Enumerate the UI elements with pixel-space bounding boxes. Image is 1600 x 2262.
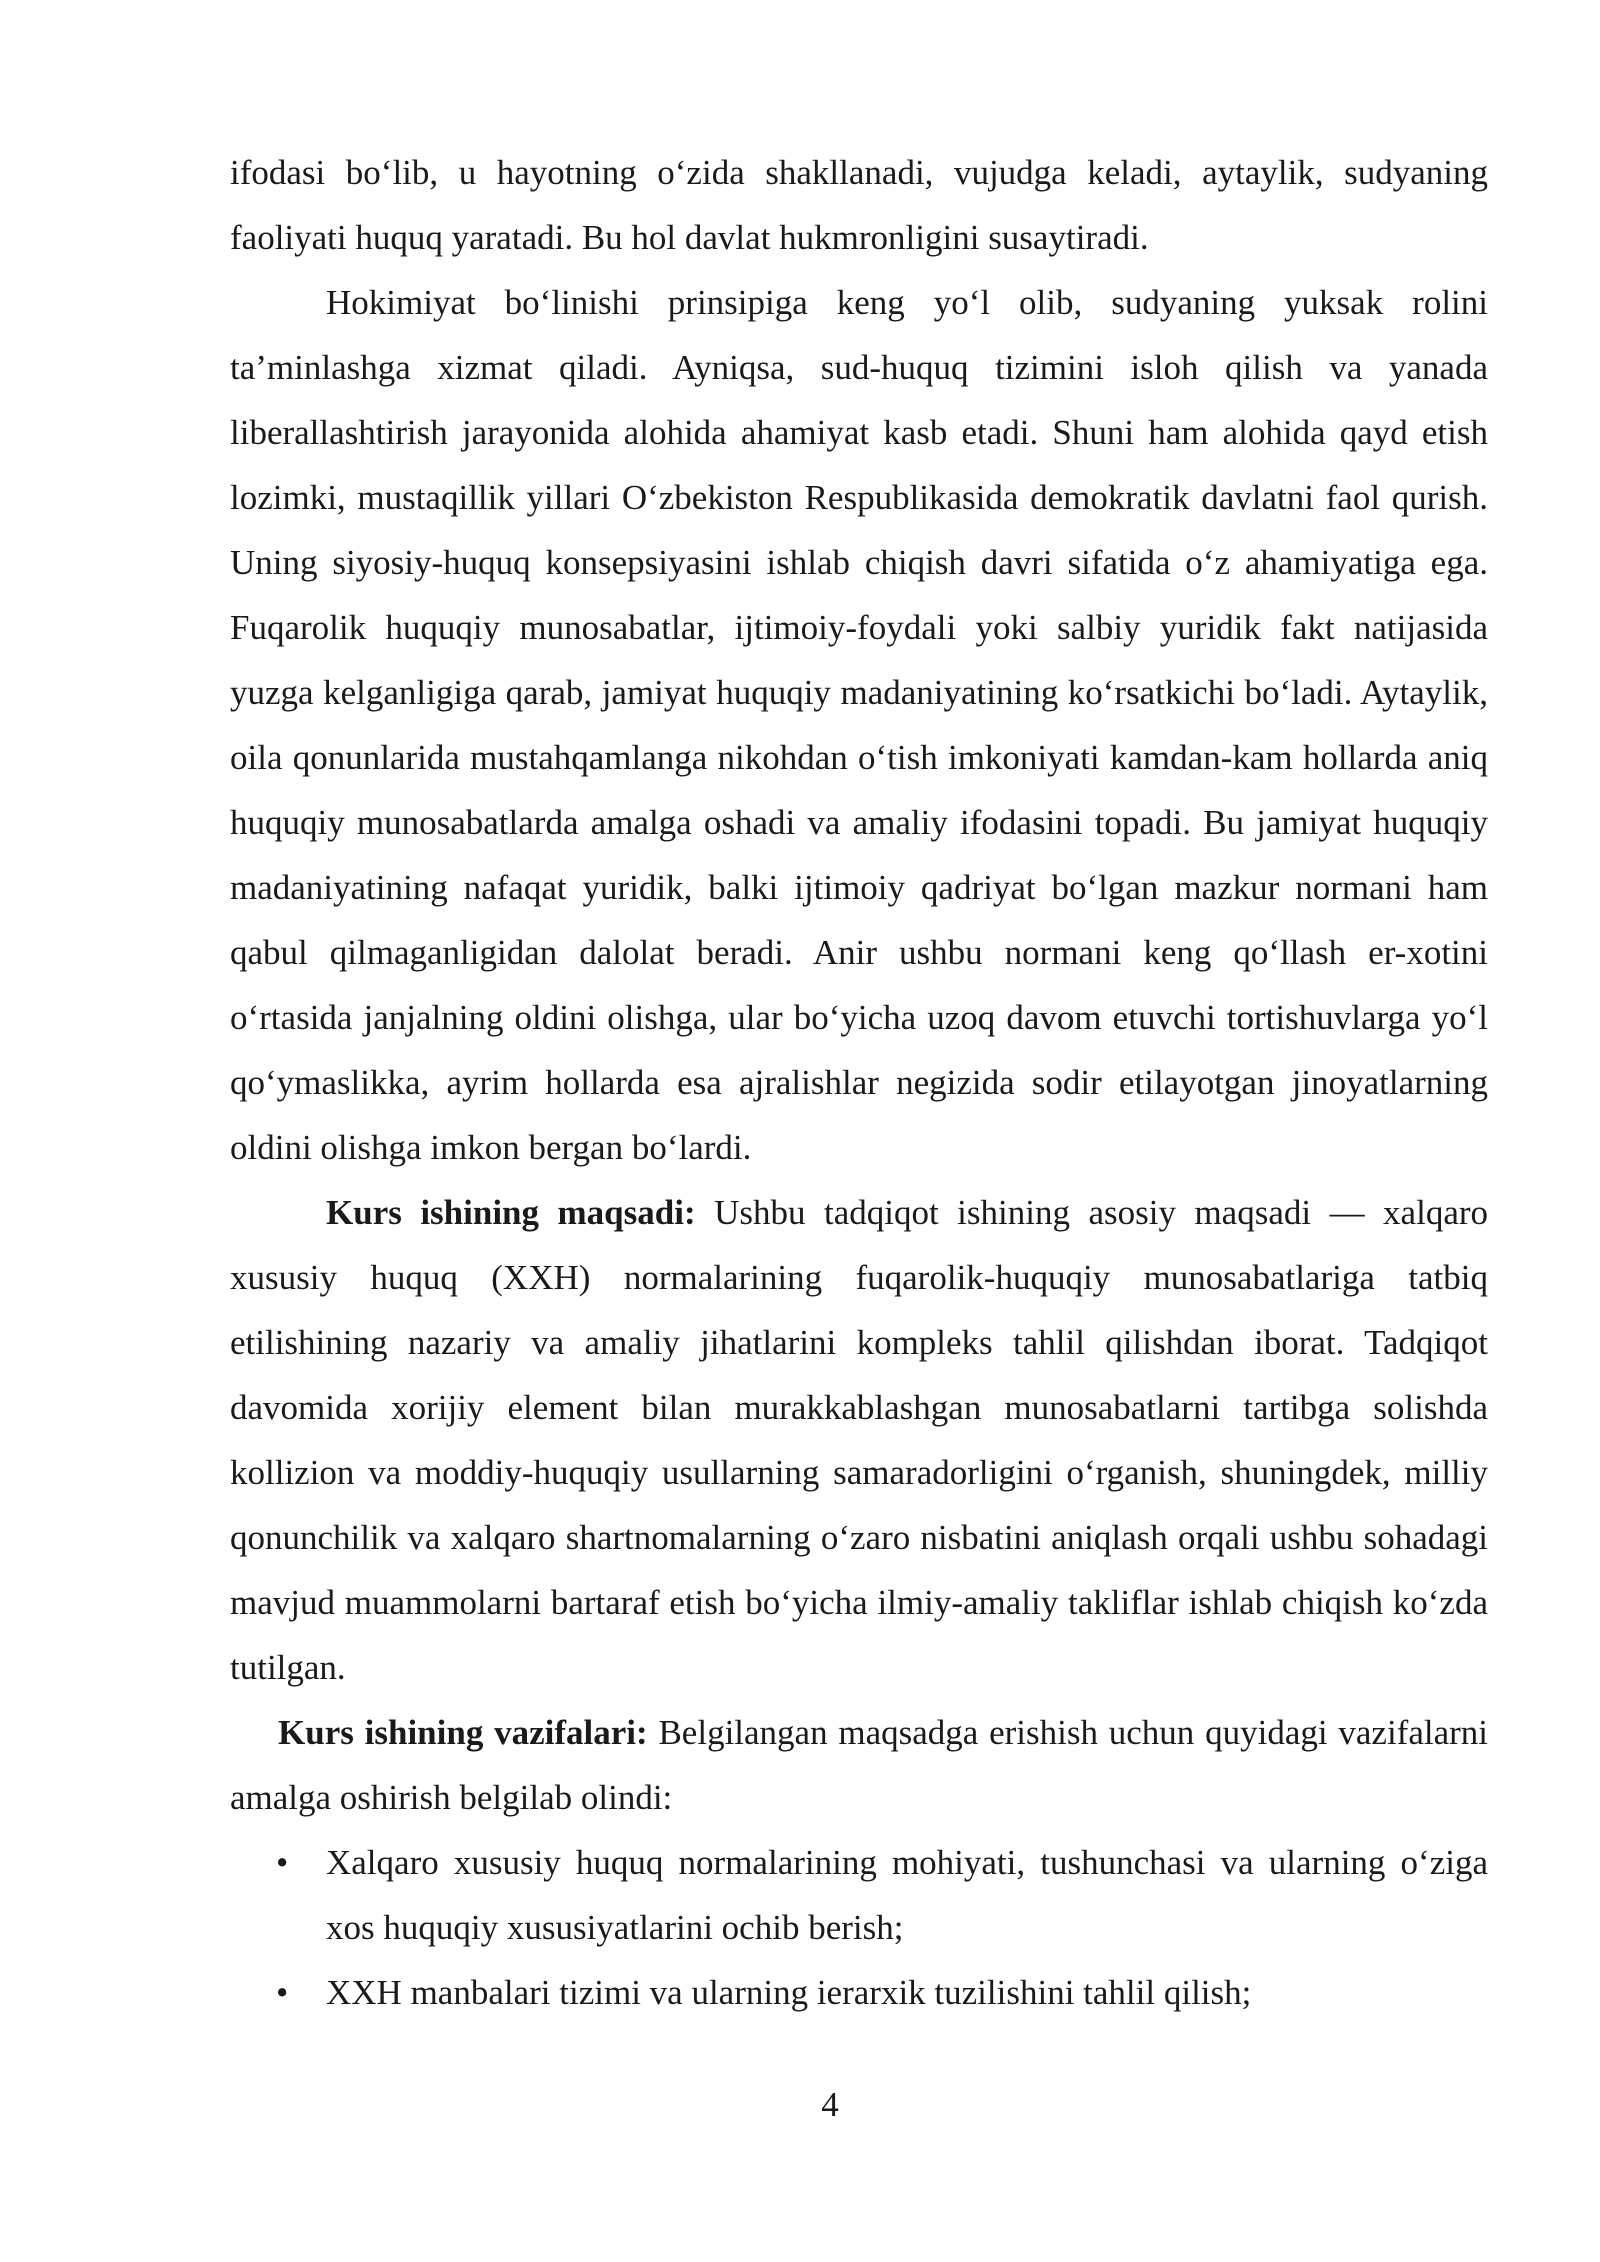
vazifalar-label: Kurs ishining vazifalari: — [278, 1713, 648, 1752]
paragraph-hokimiyat: Hokimiyat bo‘linishi prinsipiga keng yo‘l olib, sudyaning yuksak rolini ta’minlashga xizmat qiladi. Ayniqsa, sud-huquq tizimini isloh qilish va yanada liberallashtirish jarayonida alohida ahamiyat kasb etadi. Shuni ham alohida qayd etish lozimki, mustaqillik yillari O‘zbekiston Respublikasida demokratik davlatni faol qurish. Uning siyosiy-huquq konsepsiyasini ishlab chiqish davri sifatida o‘z ahamiyatiga ega. Fuqarolik huquqiy munosabatlar, ijtimoiy-foydali yoki salbiy yuridik fakt natijasida yuzga kelganligiga qarab, jamiyat huquqiy madaniyatining ko‘rsatkichi bo‘ladi. Aytaylik, oila qonunlarida mustahqamlanga nikohdan o‘tish imkoniyati kamdan-kam hollarda aniq huquqiy munosabatlarda amalga oshadi va amaliy ifodasini topadi. Bu jamiyat huquqiy madaniyatining nafaqat yuridik, balki ijtimoiy qadriyat bo‘lgan mazkur normani ham qabul qilmaganligidan dalolat beradi. Anir ushbu normani keng qo‘llash er-xotini o‘rtasida janjalning oldini olishga, ular bo‘yicha uzoq davom etuvchi tortishuvlarga yo‘l qo‘ymaslikka, ayrim hollarda esa ajralishlar negizida sodir etilayotgan jinoyatlarning oldini olishga imkon bergan bo‘lardi. — [230, 283, 1488, 1167]
page-number: 4 — [821, 2085, 839, 2124]
list-item-text: Xalqaro xususiy huquq normalarining mohiyati, tushunchasi va ularning o‘ziga xos huquqiy xususiyatlarini ochib berish; — [326, 1843, 1488, 1947]
paragraph-vazifalar — [230, 1700, 1488, 1830]
maqsad-text: Ushbu tadqiqot ishining asosiy maqsadi — xalqaro xususiy huquq (XXH) normalarining fuqarolik-huquqiy munosabatlariga tatbiq etilishining nazariy va amaliy jihatlarini kompleks tahlil qilishdan iborat. Tadqiqot davomida xorijiy element bilan murakkablashgan munosabatlarni tartibga solishda kollizion va moddiy-huquqiy usullarning samaradorligini o‘rganish, shuningdek, milliy qonunchilik va xalqaro shartnomalarning o‘zaro nisbatini aniqlash orqali ushbu sohadagi mavjud muammolarni bartaraf etish bo‘yicha ilmiy-amaliy takliflar ishlab chiqish ko‘zda tutilgan. — [230, 1193, 1489, 1687]
paragraph-maqsad — [230, 1180, 1488, 1700]
list-item-text: XXH manbalari tizimi va ularning ierarxik tuzilishini tahlil qilish; — [326, 1973, 1252, 2012]
bullet-icon: • — [276, 1973, 289, 2012]
list-item — [230, 1960, 1488, 2025]
paragraph-continuation: ifodasi bo‘lib, u hayotning o‘zida shakllanadi, vujudga keladi, aytaylik, sudyaning faoliyati huquq yaratadi. Bu hol davlat hukmronligini susaytiradi. — [230, 153, 1488, 257]
task-list — [230, 1830, 1488, 2025]
list-item — [230, 1830, 1488, 1960]
bullet-icon: • — [276, 1843, 289, 1882]
vazifalar-text: Belgilangan maqsadga erishish uchun quyidagi vazifalarni amalga oshirish belgilab olindi: — [230, 1713, 1488, 1817]
maqsad-label: Kurs ishining maqsadi: — [326, 1193, 696, 1232]
document-page — [230, 140, 1488, 2025]
